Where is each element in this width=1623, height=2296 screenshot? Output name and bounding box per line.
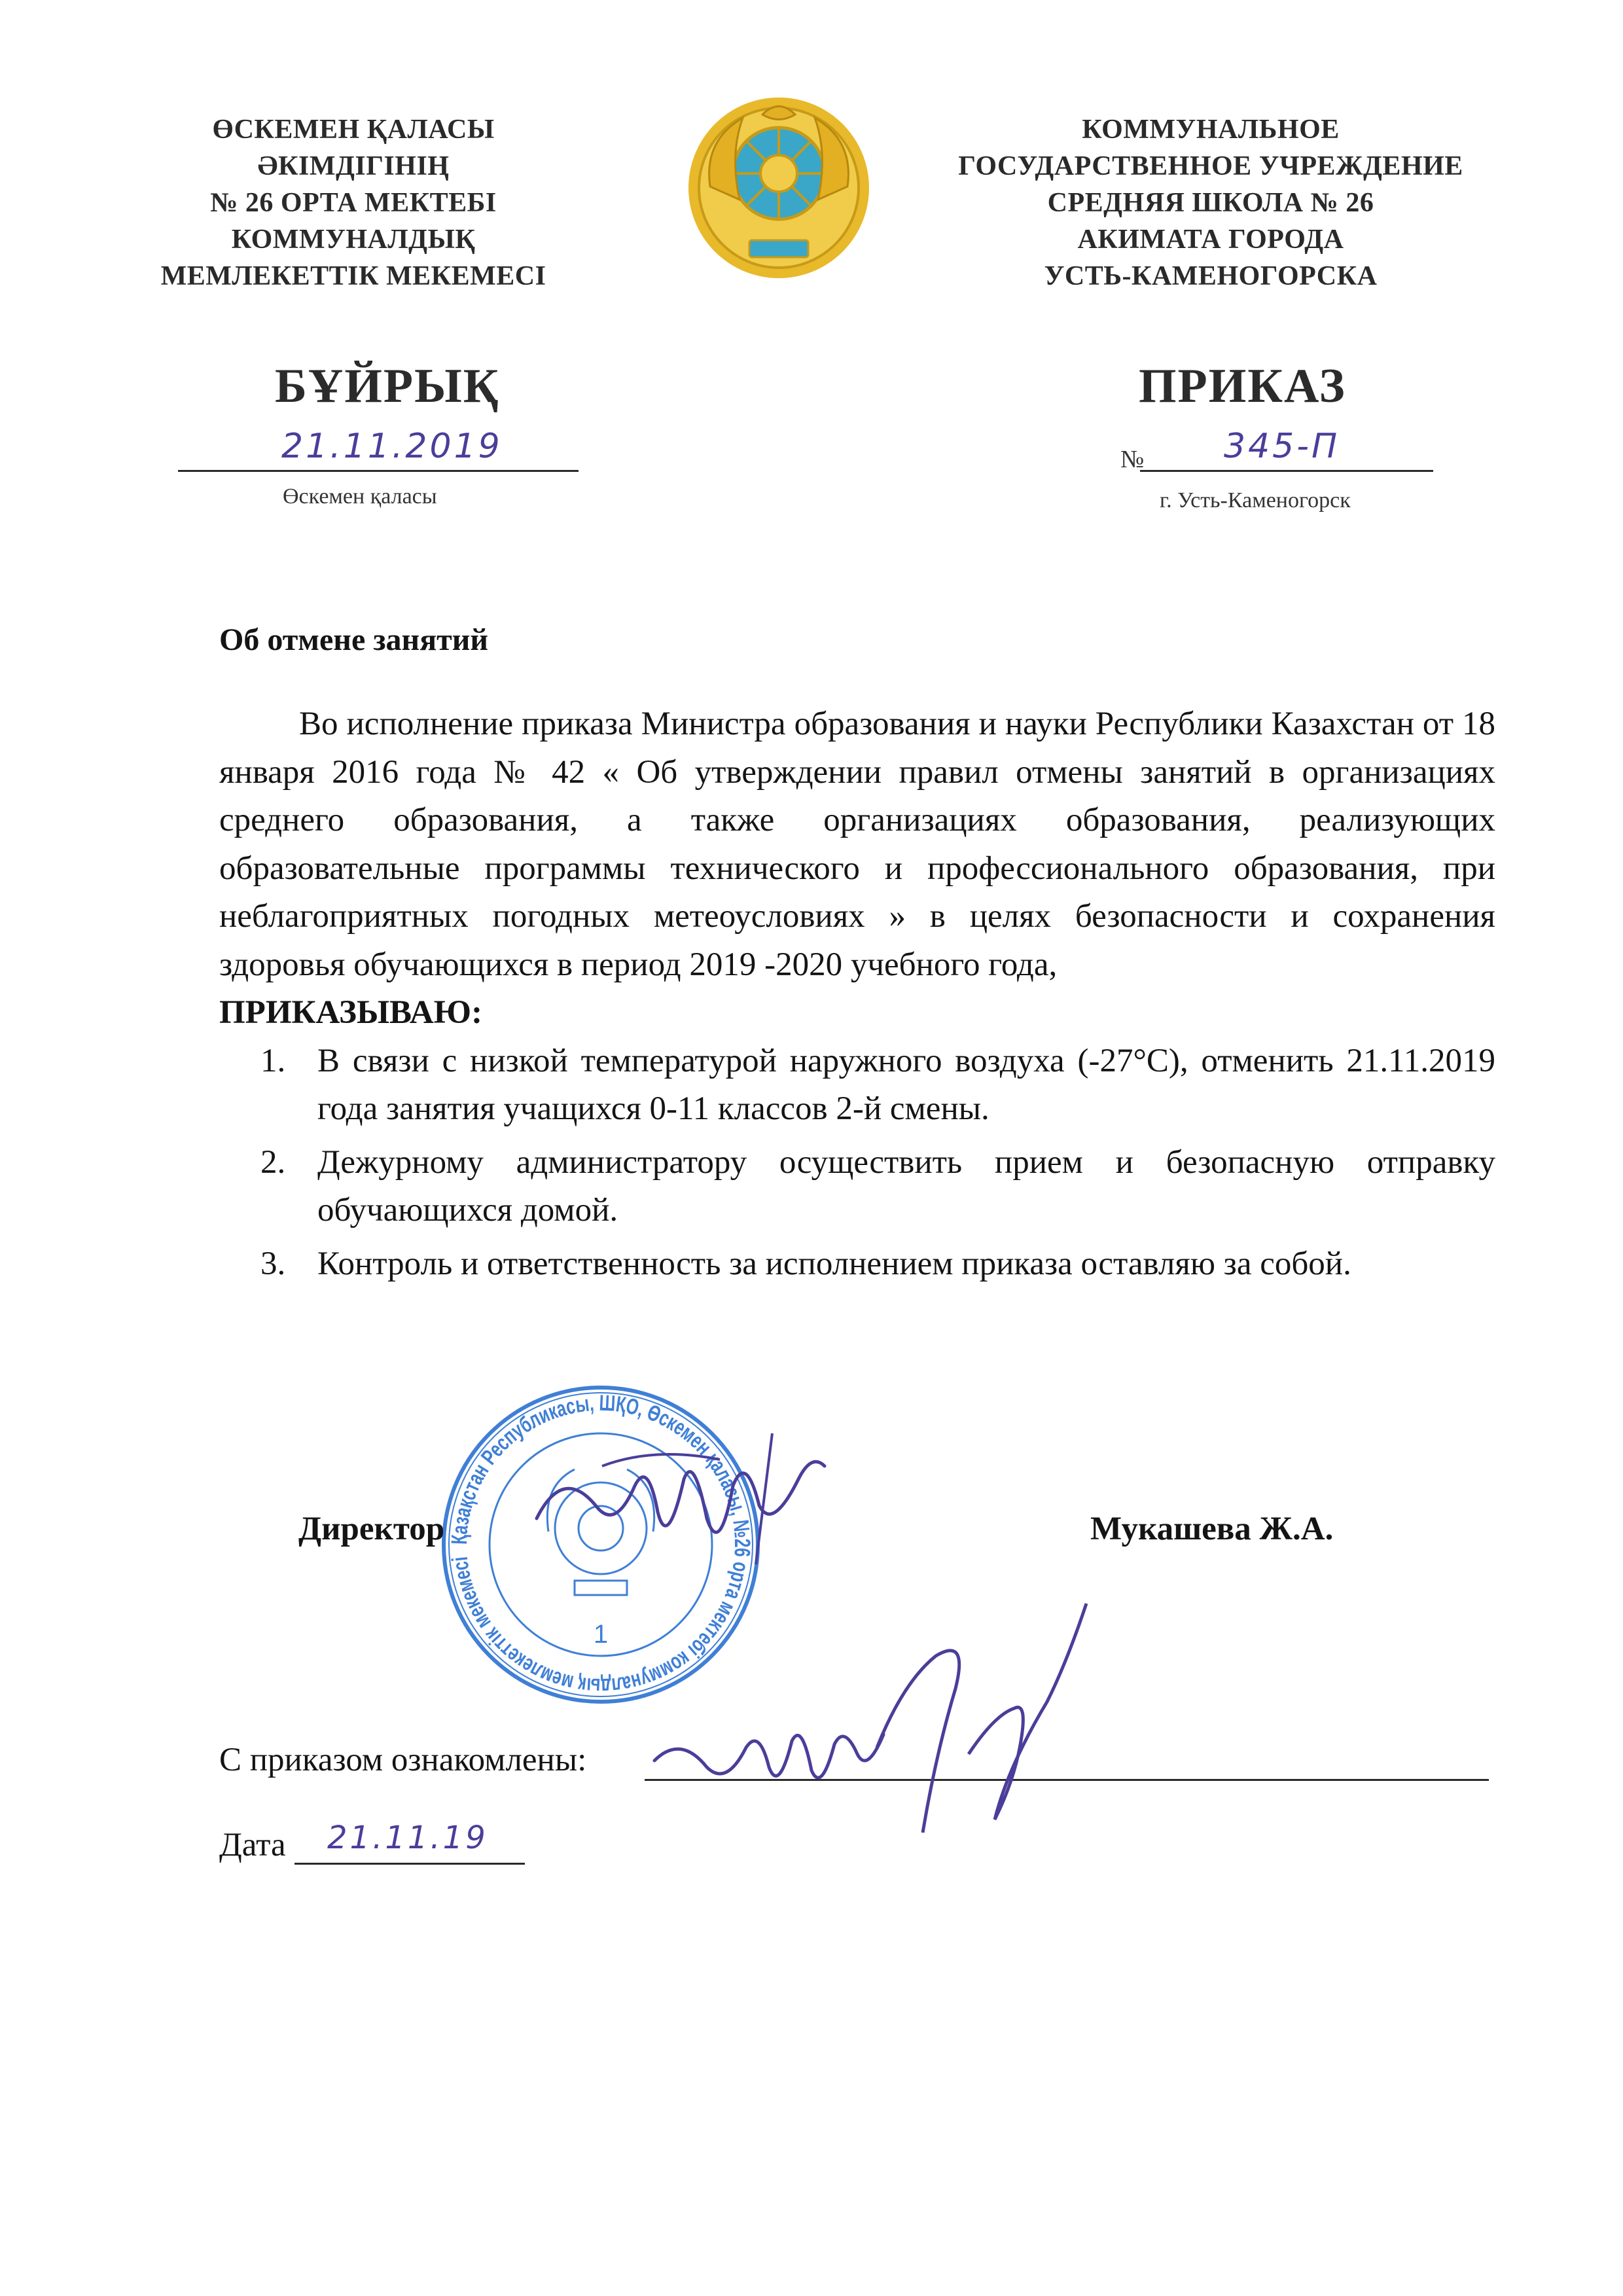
list-item: [219, 1240, 1495, 1289]
header-right-line: ГОСУДАРСТВЕННОЕ УЧРЕЖДЕНИЕ: [958, 151, 1463, 181]
preamble-text: Во исполнение приказа Министра образования и науки Республики Казахстан от 18 января 2016 года № 42 « Об утверждении правил отмены занятий в организациях среднего образования, а также организациях образования, реализующих образовательные программы технического и профессионального образования, при неблагоприятных погодных метеоусловиях » в целях безопасности и сохранения здоровья обучающихся в период 2019 -2020 учебного года,: [219, 706, 1495, 983]
signer-position: Директор: [298, 1511, 445, 1547]
order-city-ru: г. Усть-Каменогорск: [1160, 488, 1351, 512]
acquainted-label: С приказом ознакомлены:: [219, 1742, 587, 1778]
order-city-kz: Өскемен қаласы: [283, 484, 437, 509]
order-number-prefix: №: [1120, 446, 1145, 473]
header-right-line: УСТЬ-КАМЕНОГОРСКА: [1044, 261, 1378, 291]
order-items-list: [219, 1037, 1495, 1289]
list-item-number: 3.: [260, 1245, 286, 1282]
header-left-line: КОММУНАЛДЫҚ: [231, 224, 476, 255]
header-right-line: АКИМАТА ГОРОДА: [1077, 224, 1344, 255]
list-item-text: В связи с низкой температурой наружного воздуха (-27°С), отменить 21.11.2019 года занятия учащихся 0-11 классов 2-й смены.: [317, 1042, 1495, 1127]
preamble-paragraph: [219, 700, 1495, 989]
footer-date-label: Дата: [219, 1827, 286, 1863]
footer-date-line: [294, 1863, 525, 1865]
header-right-line: СРЕДНЯЯ ШКОЛА № 26: [1047, 188, 1374, 218]
header-left-line: МЕМЛЕКЕТТІК МЕКЕМЕСІ: [160, 261, 546, 291]
header-left-line: ӘКІМДІГІНІҢ: [257, 151, 450, 181]
list-item-number: 1.: [260, 1042, 286, 1079]
header-right-ru: [910, 111, 1512, 295]
order-title-ru: ПРИКАЗ: [1139, 359, 1346, 413]
order-body: [219, 700, 1495, 1293]
director-signature-icon: [524, 1427, 838, 1584]
acquainted-signatures-icon: [628, 1584, 1099, 1872]
list-item-text: Дежурному администратору осуществить прием и безопасную отправку обучающихся домой.: [317, 1143, 1495, 1229]
stamp-text: Қазақстан Республикасы, ШҚО, Өскемен қаласы, №26 орта мектебі коммуналдық мемлекеттік мекемесі: [446, 1390, 756, 1699]
list-item-number: 2.: [260, 1143, 286, 1181]
order-date-handwritten: 21.11.2019: [281, 427, 503, 466]
order-title-kz: БҰЙРЫҚ: [275, 359, 500, 413]
footer-date-handwritten: 21.11.19: [327, 1820, 488, 1856]
order-number-handwritten: 345-П: [1224, 427, 1340, 466]
order-subject: Об отмене занятий: [219, 622, 489, 657]
header-left-kz: [118, 111, 589, 295]
list-item: [219, 1139, 1495, 1235]
stamp-number: 1: [593, 1620, 609, 1649]
header-right-line: КОММУНАЛЬНОЕ: [1082, 115, 1340, 145]
list-item-text: Контроль и ответственность за исполнением приказа оставляю за собой.: [317, 1245, 1351, 1282]
order-date-line: [178, 470, 579, 472]
list-item: [219, 1037, 1495, 1134]
order-word: ПРИКАЗЫВАЮ:: [219, 994, 483, 1031]
state-emblem-icon: [684, 88, 874, 291]
order-number-line: [1140, 470, 1433, 472]
header-left-line: № 26 ОРТА МЕКТЕБІ: [210, 188, 497, 218]
signer-name: Мукашева Ж.А.: [1090, 1511, 1334, 1547]
header-left-line: ӨСКЕМЕН ҚАЛАСЫ: [212, 115, 495, 145]
